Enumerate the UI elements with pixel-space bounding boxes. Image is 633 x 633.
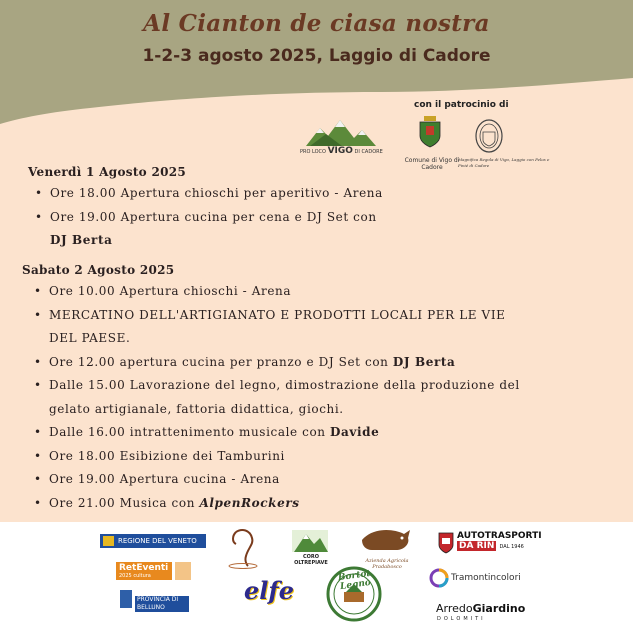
provincia-crest-icon — [120, 590, 132, 608]
proloco-text: PRO LOCO VIGO DI CADORE — [300, 146, 383, 156]
performer-name: AlpenRockers — [199, 495, 300, 510]
events-list-venerdi — [30, 182, 620, 253]
coro-oltrepiave-text: CORO OLTREPIAVE — [294, 554, 328, 566]
regione-veneto-logo: REGIONE DEL VENETO — [100, 534, 206, 548]
magnifica-regola-seal-icon — [474, 118, 504, 154]
horse-logo-icon — [224, 526, 262, 570]
tramontin-ring-icon — [429, 568, 449, 588]
day-title-sabato: Sabato 2 Agosto 2025 — [22, 263, 175, 277]
magnifica-caption: Magnifica Regola di Vigo, Laggio con Pelos e Pinié di Cadore — [458, 157, 550, 168]
list-item: • Ore 21.00 Musica con AlpenRockers — [29, 492, 629, 516]
provincia-belluno-logo: PROVINCIA DI BELLUNO — [135, 596, 189, 612]
lion-icon — [103, 536, 114, 546]
tramontin-text: Tramontincolori — [451, 573, 521, 583]
list-item: • Ore 19.00 Apertura cucina - Arena — [29, 468, 629, 492]
event-dates-location: 1-2-3 agosto 2025, Laggio di Cadore — [142, 46, 491, 66]
list-item: • Ore 12.00 apertura cucina per pranzo e DJ Set con DJ Berta — [29, 351, 629, 375]
list-item: • Dalle 16.00 intrattenimento musicale con Davide — [29, 421, 629, 445]
coro-oltrepiave-mountain-icon — [292, 530, 328, 552]
list-item: • Ore 18.00 Esibizione dei Tamburini — [29, 445, 629, 469]
vigo-crest-icon — [418, 116, 442, 148]
reteventi-badge — [175, 562, 191, 580]
performer-name: DJ Berta — [392, 354, 456, 369]
day-title-venerdi: Venerdì 1 Agosto 2025 — [28, 165, 187, 179]
arredo-dolomiti-text: DOLOMITI — [437, 616, 486, 622]
list-item: • Ore 10.00 Apertura chioschi - Arena — [29, 280, 629, 304]
vigo-caption: Comune di Vigo di Cadore — [404, 157, 460, 171]
bortot-text: Bortot Legno — [337, 568, 372, 593]
events-list-sabato — [29, 280, 629, 515]
azienda-agricola-cow-icon — [358, 526, 414, 558]
page-title: Al Cianton de ciasa nostra — [143, 10, 490, 37]
arredo-giardino-logo: ArredoGiardino — [436, 602, 526, 615]
azienda-agricola-text: Azienda Agricola Pradabosco — [365, 558, 409, 570]
performer-name: Davide — [330, 425, 380, 439]
sponsor-area — [0, 522, 633, 633]
list-item: • Ore 19.00 Apertura cucina per cena e DJ Set con DJ Berta — [30, 206, 620, 253]
elfe-logo: elfe — [244, 576, 294, 605]
list-item: • MERCATINO DELL'ARTIGIANATO E PRODOTTI LOCALI PER LE VIE DEL PAESE. — [29, 304, 629, 351]
list-item: • Ore 18.00 Apertura chioschi per aperitivo - Arena — [30, 182, 620, 206]
patronage-label: con il patrocinio di — [414, 100, 509, 110]
list-item: • Dalle 15.00 Lavorazione del legno, dimostrazione della produzione del gelato artigianale, fattoria didattica, giochi. — [29, 374, 629, 421]
darin-shield-icon — [438, 532, 454, 554]
reteventi-logo: RetEventi 2025 cultura — [116, 562, 172, 580]
performer-name: DJ Berta — [50, 233, 113, 247]
darin-logo-text: AUTOTRASPORTI DA RIN DAL 1946 — [457, 531, 542, 551]
